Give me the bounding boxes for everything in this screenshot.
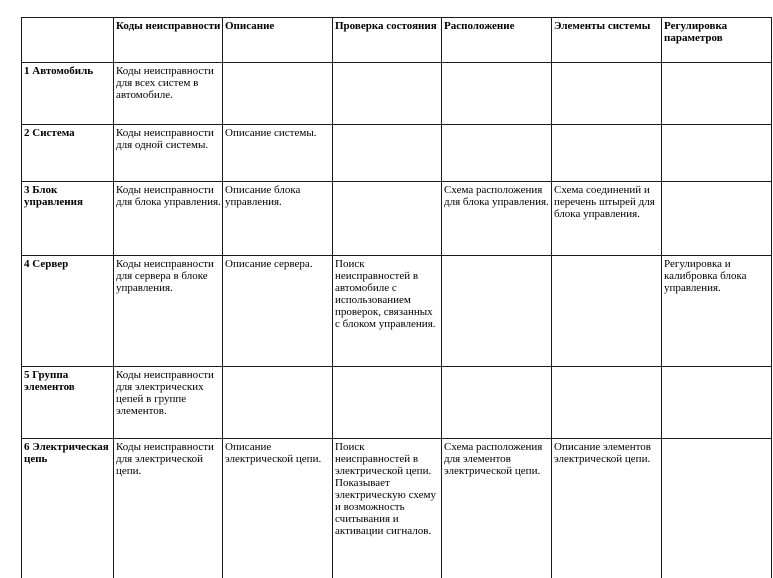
table-cell <box>442 63 552 125</box>
table-cell <box>333 367 442 439</box>
table-cell <box>662 367 772 439</box>
table-cell: Схема расположения для элементов электрической цепи. <box>442 439 552 578</box>
header-system-elements: Элементы системы <box>552 18 662 63</box>
table-cell: Описание электрической цепи. <box>223 439 333 578</box>
table-cell <box>333 63 442 125</box>
table-cell: Коды неисправности для сервера в блоке управления. <box>114 256 223 367</box>
row-label-vehicle: 1 Автомобиль <box>22 63 114 125</box>
header-parameter-adjustment: Регулировка параметров <box>662 18 772 63</box>
table-cell: Коды неисправности для электрической цепи. <box>114 439 223 578</box>
table-cell: Описание сервера. <box>223 256 333 367</box>
row-label-element-group: 5 Группа элементов <box>22 367 114 439</box>
table-cell <box>333 125 442 182</box>
table-cell <box>442 256 552 367</box>
table-cell: Описание системы. <box>223 125 333 182</box>
table-cell <box>442 125 552 182</box>
row-label-server: 4 Сервер <box>22 256 114 367</box>
table-cell <box>662 63 772 125</box>
table-cell: Поиск неисправностей в электрической цепи. Показывает электрическую схему и возможность считывания и активации сигналов. <box>333 439 442 578</box>
table-cell <box>223 367 333 439</box>
row-label-system: 2 Система <box>22 125 114 182</box>
table-row <box>22 182 772 256</box>
header-fault-codes: Коды неисправности <box>114 18 223 63</box>
table-cell: Поиск неисправностей в автомобиле с использованием проверок, связанных с блоком управления. <box>333 256 442 367</box>
table-row <box>22 125 772 182</box>
table-cell <box>552 125 662 182</box>
table-cell: Описание блока управления. <box>223 182 333 256</box>
header-row <box>22 18 772 63</box>
table-row <box>22 367 772 439</box>
table-cell: Коды неисправности для электрических цепей в группе элементов. <box>114 367 223 439</box>
table-cell <box>442 367 552 439</box>
table-cell: Схема соединений и перечень штырей для блока управления. <box>552 182 662 256</box>
table-cell <box>552 63 662 125</box>
table-cell: Коды неисправности для блока управления. <box>114 182 223 256</box>
table-row <box>22 256 772 367</box>
row-label-electric-circuit: 6 Электрическая цепь <box>22 439 114 578</box>
table-cell: Регулировка и калибровка блока управления. <box>662 256 772 367</box>
table-cell <box>552 367 662 439</box>
table-cell: Схема расположения для блока управления. <box>442 182 552 256</box>
table-cell <box>662 439 772 578</box>
header-corner-cell <box>22 18 114 63</box>
table-cell <box>662 125 772 182</box>
table-cell <box>333 182 442 256</box>
header-status-check: Проверка состояния <box>333 18 442 63</box>
header-description: Описание <box>223 18 333 63</box>
row-label-control-unit: 3 Блок управления <box>22 182 114 256</box>
table-cell <box>223 63 333 125</box>
table-cell <box>662 182 772 256</box>
table-cell: Коды неисправности для одной системы. <box>114 125 223 182</box>
diagnostic-info-table <box>21 17 772 578</box>
table-row <box>22 439 772 578</box>
table-cell <box>552 256 662 367</box>
header-location: Расположение <box>442 18 552 63</box>
table-cell: Описание элементов электрической цепи. <box>552 439 662 578</box>
table-cell: Коды неисправности для всех систем в автомобиле. <box>114 63 223 125</box>
table-row <box>22 63 772 125</box>
